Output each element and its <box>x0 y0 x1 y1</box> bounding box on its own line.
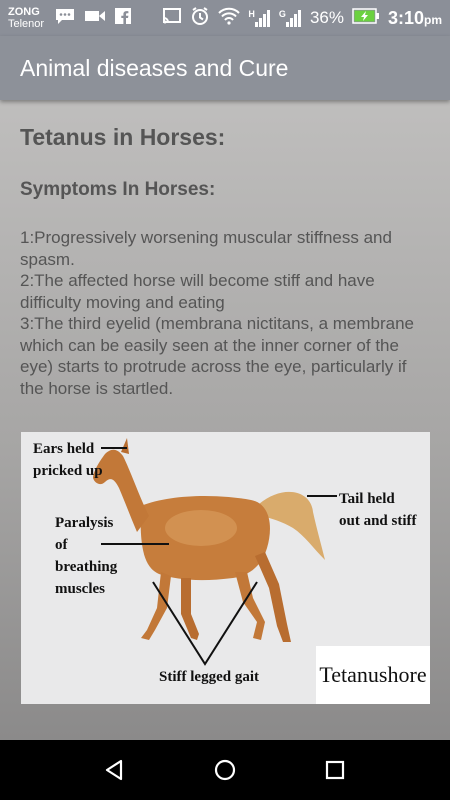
tetanus-horse-image <box>21 432 430 704</box>
article-content[interactable] <box>0 100 450 740</box>
alarm-icon <box>190 6 210 31</box>
signal-icon-sim2: G <box>279 9 302 27</box>
app-bar <box>0 36 450 100</box>
facebook-icon <box>114 7 132 30</box>
symptoms-list <box>20 227 430 399</box>
carrier-secondary: Telenor <box>8 18 45 30</box>
carrier-info <box>8 6 44 30</box>
article-title: Tetanus in Horses: <box>20 124 226 150</box>
label-paralysis: Paralysis of breathing muscles <box>55 515 118 597</box>
battery-percent: 36% <box>309 8 344 27</box>
notification-icons <box>54 7 132 30</box>
label-tail: Tail held out and stiff <box>339 491 417 529</box>
video-icon <box>84 8 106 29</box>
recents-button[interactable] <box>315 750 355 790</box>
symptom-item: 1:Progressively worsening muscular stiffness and spasm. <box>20 228 392 269</box>
section-heading: Symptoms In Horses: <box>20 179 216 200</box>
image-caption: Tetanushore <box>316 646 430 704</box>
status-bar <box>0 0 450 36</box>
back-icon <box>103 758 127 782</box>
home-button[interactable] <box>205 750 245 790</box>
label-gait: Stiff legged gait <box>159 669 259 685</box>
label-ears: Ears held pricked up <box>33 441 103 479</box>
recents-icon <box>323 758 347 782</box>
message-icon <box>54 7 76 30</box>
app-title: Animal diseases and Cure <box>20 54 289 81</box>
symptom-item: 3:The third eyelid (membrana nictitans, a membrane which can be easily seen at the inner corner of the eye) starts to protrude across the eye, particularly if the horse is startled. <box>20 314 415 398</box>
symptom-item: 2:The affected horse will become stiff and have difficulty moving and eating <box>20 271 375 312</box>
cast-icon <box>162 7 182 30</box>
navigation-bar <box>0 740 450 800</box>
battery-icon <box>352 8 380 29</box>
wifi-icon <box>218 7 240 30</box>
system-icons <box>162 6 442 31</box>
home-icon <box>213 758 237 782</box>
back-button[interactable] <box>95 750 135 790</box>
carrier-primary: ZONG <box>8 6 40 18</box>
signal-icon-sim1: H <box>248 9 271 27</box>
clock: 3:10pm <box>387 7 442 28</box>
